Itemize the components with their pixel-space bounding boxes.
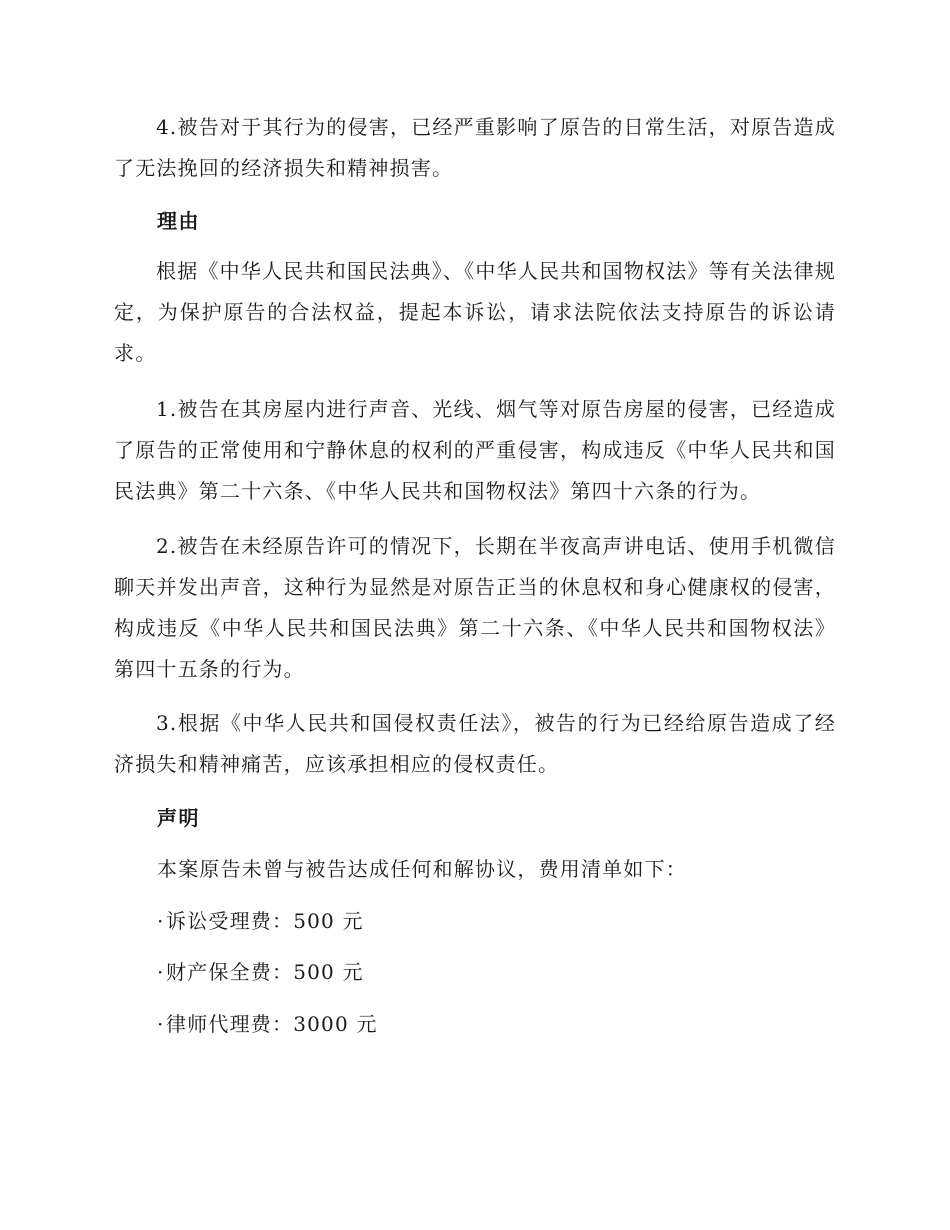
- bullet-icon: ·: [157, 960, 165, 984]
- paragraph-reason-2: 2.被告在未经原告许可的情况下，长期在半夜高声讲电话、使用手机微信聊天并发出声音，这种行为显然是对原告正当的休息权和身心健康权的侵害，构成违反《中华人民共和国民法典》第二十六条、《中华人民共和国物权法》第四十五条的行为。: [114, 534, 836, 681]
- paragraph-reason-1: 1.被告在其房屋内进行声音、光线、烟气等对原告房屋的侵害，已经造成了原告的正常使用和宁静休息的权利的严重侵害，构成违反《中华人民共和国民法典》第二十六条、《中华人民共和国物权法》第四十六条的行为。: [114, 397, 836, 503]
- paragraph-harm: 4.被告对于其行为的侵害，已经严重影响了原告的日常生活，对原告造成了无法挽回的经济损失和精神损害。: [114, 115, 836, 180]
- fee-amount: 500 元: [293, 909, 364, 933]
- fee-amount: 500 元: [293, 960, 364, 984]
- fee-label: 诉讼受理费：: [166, 909, 294, 933]
- heading-statement: 声明: [157, 806, 200, 830]
- paragraph-reasons-intro: 根据《中华人民共和国民法典》、《中华人民共和国物权法》等有关法律规定，为保护原告的合法权益，提起本诉讼，请求法院依法支持原告的诉讼请求。: [114, 259, 836, 365]
- bullet-icon: ·: [157, 1012, 165, 1036]
- fee-amount: 3000 元: [293, 1012, 378, 1036]
- fee-label: 律师代理费：: [166, 1012, 294, 1036]
- bullet-icon: ·: [157, 909, 165, 933]
- heading-reasons: 理由: [157, 209, 200, 233]
- fee-label: 财产保全费：: [166, 960, 294, 984]
- paragraph-statement: 本案原告未曾与被告达成任何和解协议，费用清单如下：: [157, 857, 687, 881]
- paragraph-reason-3: 3.根据《中华人民共和国侵权责任法》，被告的行为已经给原告造成了经济损失和精神痛苦，应该承担相应的侵权责任。: [114, 711, 836, 776]
- fee-item: [157, 901, 364, 942]
- fee-item: [157, 1004, 378, 1045]
- fee-item: [157, 952, 364, 993]
